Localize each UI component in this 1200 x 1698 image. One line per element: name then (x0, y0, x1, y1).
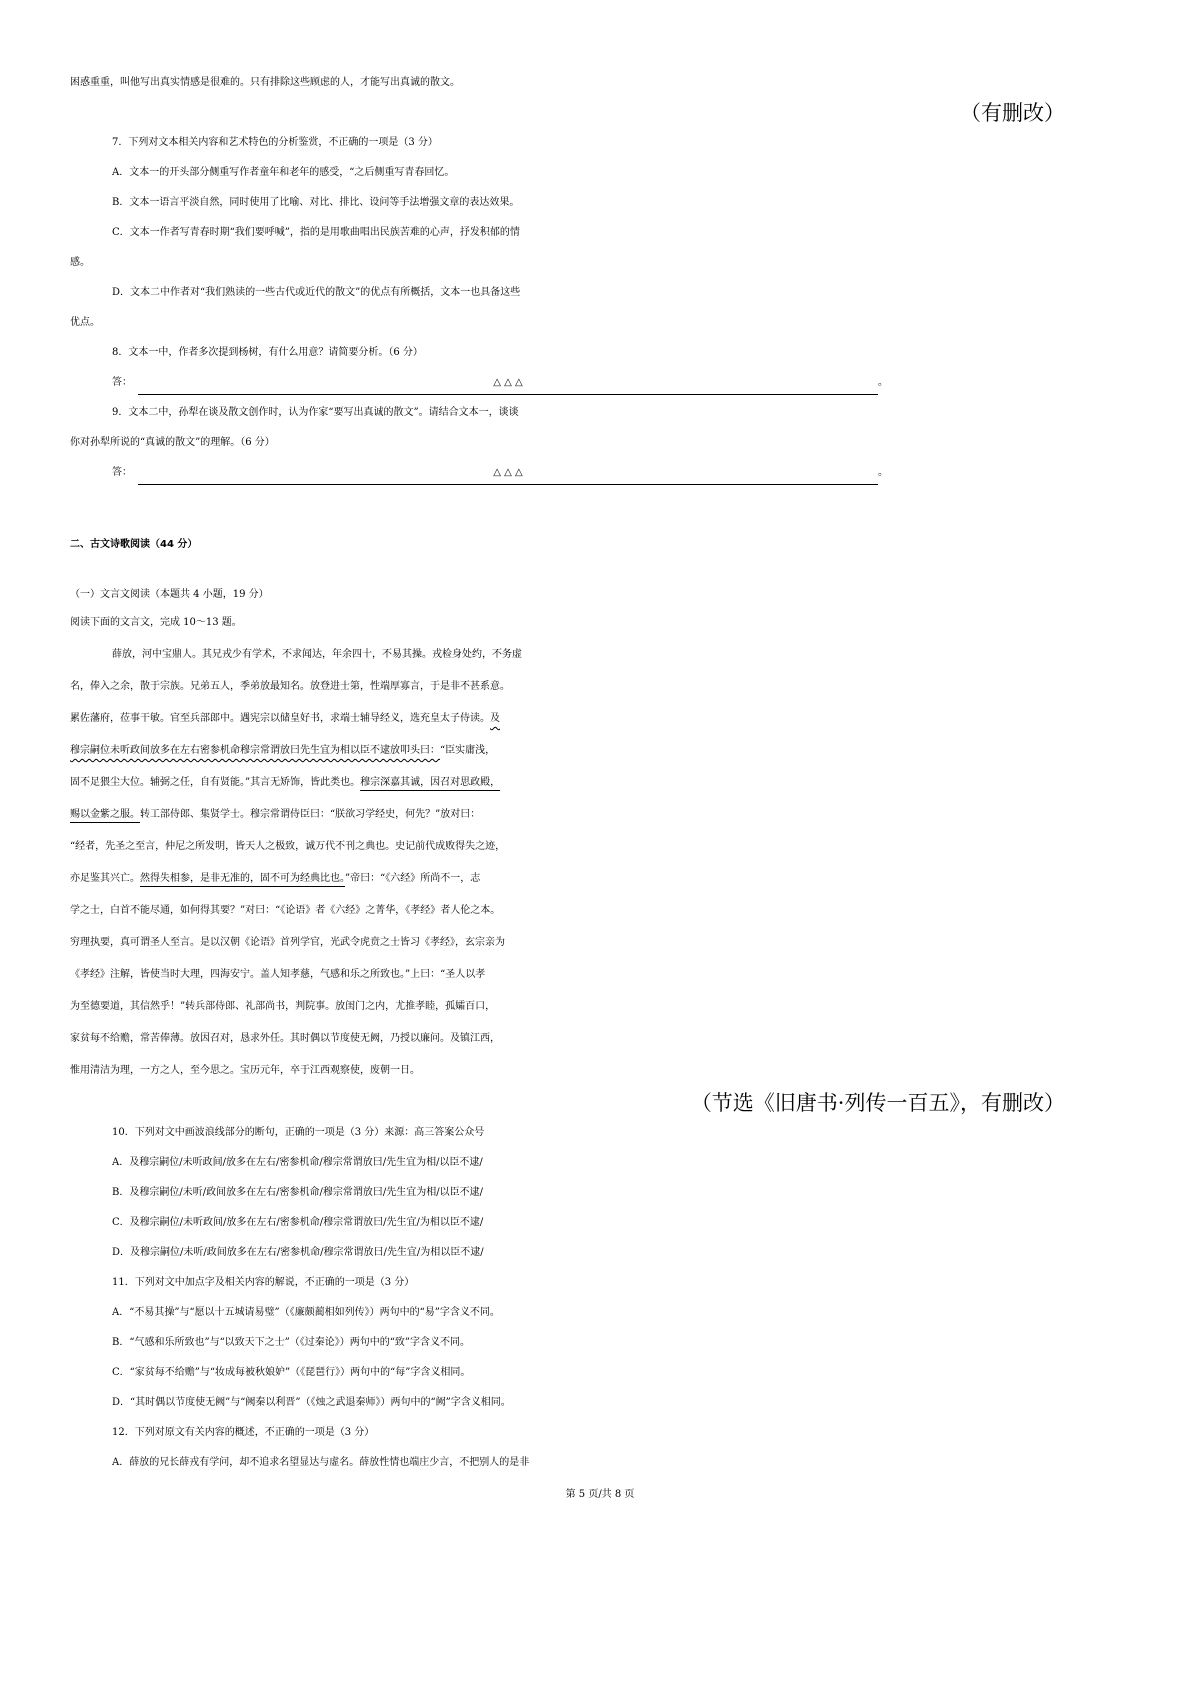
passage-line (70, 704, 1200, 734)
passage-text: “臣实庸浅， (440, 745, 496, 756)
underlined-text: 然得失相参，是非无准的，固不可为经典比也。 (140, 873, 345, 884)
question-7: 7．下列对文本相关内容和艺术特色的分析鉴赏，不正确的一项是（3 分） (112, 137, 438, 148)
option-12a: A．薛放的兄长薛戎有学问，却不追求名望显达与虚名。薛放性情也端庄少言，不把别人的是非 (112, 1457, 530, 1468)
passage-text: 累佐藩府，莅事干敏。官至兵部郎中。遇宪宗以储皇好书，求端士辅导经义，选充皇太子侍读。 (70, 713, 490, 724)
passage-text: 转工部侍郎、集贤学士。穆宗常谓侍臣曰：“朕欲习学经史，何先？”放对曰： (140, 809, 481, 820)
option-11b: B．“气感和乐所致也”与“以致天下之士”（《过秦论》）两句中的“致”字含义不同。 (112, 1337, 471, 1348)
passage-line (70, 864, 1200, 894)
passage-line (70, 768, 1200, 798)
option-7d: D．文本二中作者对“我们熟读的一些古代或近代的散文”的优点有所概括，文本一也具备这些 (112, 287, 521, 298)
passage-line: 名，俸入之余，散于宗族。兄弟五人，季弟放最知名。放登进士第，性端厚寡言，于是非不甚系意。 (70, 681, 510, 692)
instruction: 阅读下面的文言文，完成 10～13 题。 (70, 617, 242, 628)
answer-line-8[interactable] (112, 368, 1200, 398)
option-7b: B．文本一语言平淡自然，同时使用了比喻、对比、排比、设问等手法增强文章的表达效果。 (112, 197, 520, 208)
wavy-underlined-text: 及 (490, 713, 500, 724)
question-9-cont: 你对孙犁所说的“真诚的散文”的理解。（6 分） (70, 437, 275, 448)
question-12: 12．下列对原文有关内容的概述，不正确的一项是（3 分） (112, 1427, 375, 1438)
option-10c: C．及穆宗嗣位/未听政间/放多在左右/密参机命/穆宗常谓放曰/先生宜/为相以臣不逮/ (112, 1217, 484, 1228)
question-8: 8．文本一中，作者多次提到杨树，有什么用意？请简要分析。（6 分） (112, 347, 423, 358)
option-7d-cont: 优点。 (70, 317, 100, 328)
wavy-underlined-text: 穆宗嗣位未听政间放多在左右密参机命穆宗常谓放曰先生宜为相以臣不逮放叩头曰： (70, 745, 440, 756)
passage-line: 穷理执要，真可谓圣人至言。是以汉朝《论语》首列学官，光武令虎贲之士皆习《孝经》，玄宗亲为 (70, 937, 505, 948)
answer-label: 答： (112, 467, 132, 478)
text-line: 困惑重重，叫他写出真实情感是很难的。只有排除这些顾虑的人，才能写出真诚的散文。 (70, 77, 460, 88)
option-7c: C．文本一作者写青春时期“我们要呼喊”，指的是用歌曲唱出民族苦难的心声，抒发积郁的情 (112, 227, 520, 238)
passage-text: ”帝曰：“《六经》所尚不一，志 (345, 873, 481, 884)
passage-line: “经者，先圣之至言，仲尼之所发明，皆天人之极致，诚万代不刊之典也。史记前代成败得失之迹， (70, 841, 506, 852)
passage-line: 惟用清洁为理，一方之人，至今思之。宝历元年，卒于江西观察使，废朝一日。 (70, 1065, 420, 1076)
answer-label: 答： (112, 377, 132, 388)
passage-line: 薛放，河中宝鼎人。其兄戎少有学术，不求闻达，年余四十，不易其操。戎检身处约，不务虚 (112, 649, 522, 660)
triangle-marks: △ △ △ (493, 377, 523, 388)
passage-line: 家贫每不给赡，常苦俸薄。放因召对，恳求外任。其时偶以节度使无阙，乃授以廉问。及镇江西， (70, 1033, 500, 1044)
option-11a: A．“不易其操”与“愿以十五城请易璧”（《廉颇蔺相如列传》）两句中的“易”字含义不同。 (112, 1307, 500, 1318)
triangle-marks: △ △ △ (493, 467, 523, 478)
passage-line: 为至德要道，其信然乎！”转兵部侍郎、礼部尚书，判院事。放闺门之内，尤推孝睦，孤孀百口， (70, 1001, 496, 1012)
question-9: 9．文本二中，孙犁在谈及散文创作时，认为作家“要写出真诚的散文”。请结合文本一，谈谈 (112, 407, 519, 418)
underlined-text: 穆宗深嘉其诚，因召对思政殿， (360, 777, 501, 788)
answer-end: 。 (878, 377, 888, 388)
question-10: 10．下列对文中画波浪线部分的断句，正确的一项是（3 分）来源：高三答案公众号 (112, 1127, 485, 1138)
page-footer: 第 5 页/共 8 页 (565, 1489, 635, 1500)
underlined-text: 赐以金紫之服。 (70, 809, 140, 820)
question-11: 11．下列对文中加点字及相关内容的解说，不正确的一项是（3 分） (112, 1277, 415, 1288)
passage-source: （节选《旧唐书·列传一百五》，有删改） (690, 1091, 1065, 1115)
option-11c: C．“家贫每不给赡”与“妆成每被秋娘妒”（《琵琶行》）两句中的“每”字含义相同。 (112, 1367, 471, 1378)
passage-line (70, 736, 1200, 766)
sub-title: （一）文言文阅读（本题共 4 小题，19 分） (70, 589, 269, 600)
option-10a: A．及穆宗嗣位/未听政间/放多在左右/密参机命/穆宗常谓放曰/先生宜为相/以臣不逮/ (112, 1157, 483, 1168)
answer-line-9[interactable] (112, 458, 1200, 488)
passage-line: 学之士，白首不能尽通，如何得其要？”对曰：“《论语》者《六经》之菁华，《孝经》者人伦之本。 (70, 905, 501, 916)
answer-end: 。 (878, 467, 888, 478)
option-7c-cont: 感。 (70, 257, 90, 268)
option-10b: B．及穆宗嗣位/未听/政间放多在左右/密参机命/穆宗常谓放曰/先生宜为相/以臣不逮/ (112, 1187, 483, 1198)
passage-line (70, 800, 1200, 830)
option-10d: D．及穆宗嗣位/未听/政间放多在左右/密参机命/穆宗常谓放曰/先生宜/为相以臣不逮/ (112, 1247, 484, 1258)
answer-blank[interactable] (138, 368, 878, 395)
answer-blank[interactable] (138, 458, 878, 485)
passage-text: 固不足猥尘大位。辅弼之任，自有贤能。”其言无矫饰，皆此类也。 (70, 777, 361, 788)
option-11d: D．“其时偶以节度使无阙”与“阙秦以利晋”（《烛之武退秦师》）两句中的“阙”字含义相同。 (112, 1397, 511, 1408)
option-7a: A．文本一的开头部分侧重写作者童年和老年的感受，“之后侧重写青春回忆。 (112, 167, 455, 178)
revision-note: （有删改） (960, 101, 1065, 125)
passage-line: 《孝经》注解，皆使当时大理，四海安宁。盖人知孝慈，气感和乐之所致也。”上曰：“圣人以孝 (70, 969, 486, 980)
section-title: 二、古文诗歌阅读（44 分） (70, 539, 198, 550)
passage-text: 亦足鉴其兴亡。 (70, 873, 140, 884)
